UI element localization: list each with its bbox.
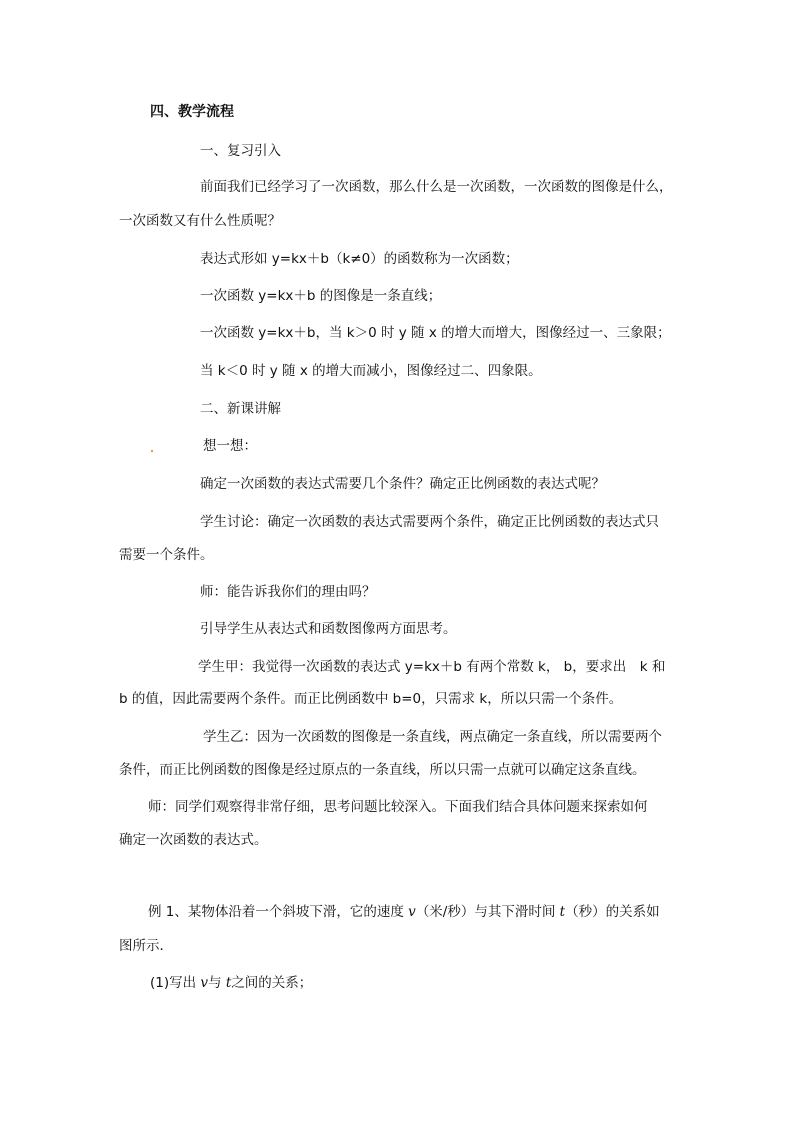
example-1-var-t: t [559,904,566,920]
guide-paragraph: 引导学生从表达式和函数图像两方面思考。 [200,621,457,637]
example-1-var-v: v [408,904,416,920]
teacher-summary-line-2: 确定一次函数的表达式。 [119,832,268,848]
example-1-line-1 [148,903,660,921]
teacher-question: 师：能告诉我你们的理由吗？ [200,584,376,600]
question-1-text-b: 与 [208,975,226,991]
example-1-line-2: 图所示． [119,938,173,954]
question-paragraph: 确定一次函数的表达式需要几个条件？确定正比例函数的表达式呢？ [200,476,605,492]
student-a-line-2: b 的值，因此需要两个条件。而正比例函数中 b=0，只需求 k，所以只需一个条件。 [119,691,623,707]
question-1-var-v: v [200,975,209,991]
example-1-text-c: （秒）的关系如 [565,904,660,920]
stray-dot-mark [151,450,153,452]
question-1-var-t: t [225,975,232,991]
section-heading: 四、教学流程 [150,104,234,120]
think-prompt: 想一想： [203,438,257,454]
subsection-new-lesson-title: 二、新课讲解 [200,401,281,417]
review-definition: 表达式形如 y=kx＋b（k≠0）的函数称为一次函数； [200,251,519,267]
review-property-positive: 一次函数 y=kx＋b，当 k＞0 时 y 随 x 的增大而增大，图像经过一、三象限； [200,325,671,341]
intro-paragraph-line-1: 前面我们已经学习了一次函数，那么什么是一次函数，一次函数的图像是什么， [200,179,673,195]
example-1-text-a: 例 1、某物体沿着一个斜坡下滑，它的速度 [148,904,409,920]
example-1-text-b: （米/秒）与其下滑时间 [415,904,560,920]
student-b-line-2: 条件，而正比例函数的图像是经过原点的一条直线，所以只需一点就可以确定这条直线。 [119,762,646,778]
subsection-review-title: 一、复习引入 [200,143,281,159]
student-discussion-line-1: 学生讨论：确定一次函数的表达式需要两个条件，确定正比例函数的表达式只 [200,514,659,530]
question-1-text-a: (1)写出 [150,975,201,991]
student-b-line-1: 学生乙：因为一次函数的图像是一条直线，两点确定一条直线，所以需要两个 [203,729,662,745]
example-1-question-1 [150,974,312,992]
intro-paragraph-line-2: 一次函数又有什么性质呢？ [119,213,281,229]
question-1-text-c: 之间的关系； [231,975,313,991]
review-graph-line: 一次函数 y=kx＋b 的图像是一条直线； [200,288,442,304]
student-discussion-line-2: 需要一个条件。 [119,547,214,563]
review-property-negative: 当 k＜0 时 y 随 x 的增大而减小，图像经过二、四象限。 [200,363,542,379]
teacher-summary-line-1: 师：同学们观察得非常仔细，思考问题比较深入。下面我们结合具体问题来探索如何 [148,799,648,815]
student-a-line-1: 学生甲：我觉得一次函数的表达式 y=kx＋b 有两个常数 k， b，要求出 k 和 [198,659,666,675]
